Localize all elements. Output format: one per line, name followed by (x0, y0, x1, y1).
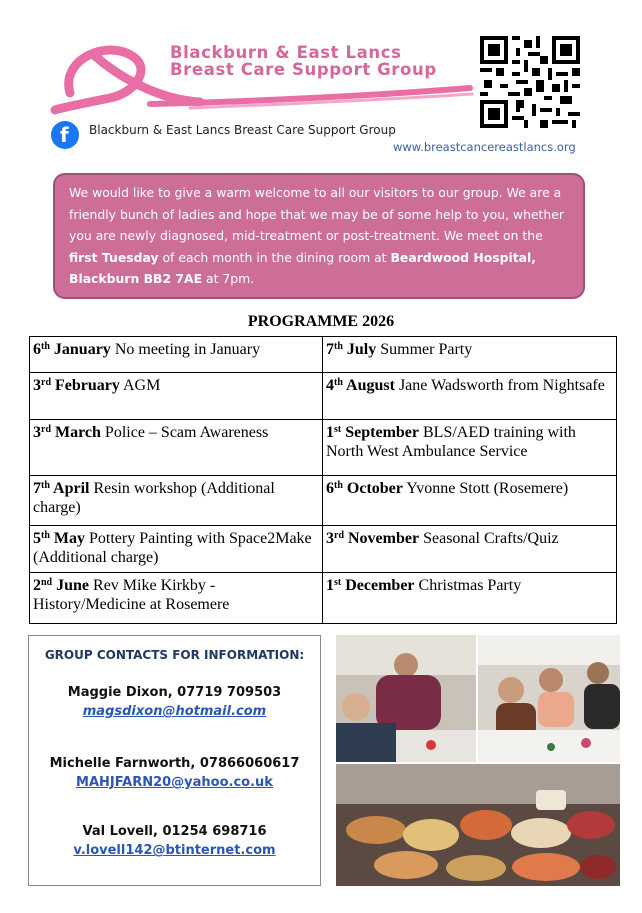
group-photo-workshop (478, 635, 620, 762)
programme-row (30, 476, 617, 526)
meeting-day: first Tuesday (69, 249, 159, 265)
group-title-line1: Blackburn & East Lancs (170, 43, 402, 62)
programme-event: 7th July Summer Party (323, 337, 617, 373)
programme-title: PROGRAMME 2026 (247, 313, 395, 330)
programme-row (30, 526, 617, 573)
programme-row (30, 573, 617, 624)
programme-row (30, 420, 617, 476)
facebook-group-name[interactable]: Blackburn & East Lancs Breast Care Support Group (89, 123, 396, 137)
group-photo-christmas-buffet (336, 764, 620, 886)
group-title-line2: Breast Care Support Group (170, 60, 437, 79)
qr-code-icon[interactable] (480, 36, 580, 128)
programme-row (30, 337, 617, 373)
group-photo-crafts (336, 635, 476, 762)
contacts-title: GROUP CONTACTS FOR INFORMATION: (44, 648, 305, 662)
welcome-text-middle: of each month in the dining room at (158, 249, 391, 265)
contacts-box (28, 635, 321, 886)
group-title (170, 44, 437, 78)
contact-name: Val Lovell, 01254 698716 (82, 824, 267, 839)
programme-event: 5th May Pottery Painting with Space2Make (Additional charge) (30, 526, 323, 573)
programme-event: 3rd March Police – Scam Awareness (30, 420, 323, 476)
programme-event: 7th April Resin workshop (Additional charge) (30, 476, 323, 526)
welcome-text-end: at 7pm. (202, 271, 255, 286)
programme-event: 3rd February AGM (30, 373, 323, 420)
welcome-text: We would like to give a warm welcome to all our visitors to our group. We are a friendly bunch of ladies and hope that we may be of some help to you, whether you are newly diagnosed, mid-treatment or post-treatment. We meet on the (69, 185, 564, 243)
contact-email[interactable]: magsdixon@hotmail.com (82, 704, 267, 719)
contact-name: Michelle Farnworth, 07866060617 (49, 756, 300, 771)
programme-event: 4th August Jane Wadsworth from Nightsafe (323, 373, 617, 420)
programme-event: 2nd June Rev Mike Kirkby - History/Medicine at Rosemere (30, 573, 323, 624)
programme-event: 1st September BLS/AED training with North West Ambulance Service (323, 420, 617, 476)
meeting-venue: Beardwood Hospital, Blackburn BB2 7AE (69, 249, 536, 286)
programme-event: 6th January No meeting in January (30, 337, 323, 373)
programme-table (29, 336, 617, 624)
programme-row (30, 373, 617, 420)
contact-email[interactable]: MAHJFARN20@yahoo.co.uk (76, 775, 273, 790)
welcome-box (53, 173, 585, 299)
contact-email[interactable]: v.lovell142@btinternet.com (73, 843, 276, 858)
facebook-icon[interactable]: f (51, 121, 79, 149)
programme-event: 1st December Christmas Party (323, 573, 617, 624)
programme-event: 3rd November Seasonal Crafts/Quiz (323, 526, 617, 573)
contact-name: Maggie Dixon, 07719 709503 (67, 685, 282, 700)
programme-event: 6th October Yvonne Stott (Rosemere) (323, 476, 617, 526)
website-link[interactable]: www.breastcancereastlancs.org (393, 140, 576, 154)
photo-collage (336, 635, 620, 886)
